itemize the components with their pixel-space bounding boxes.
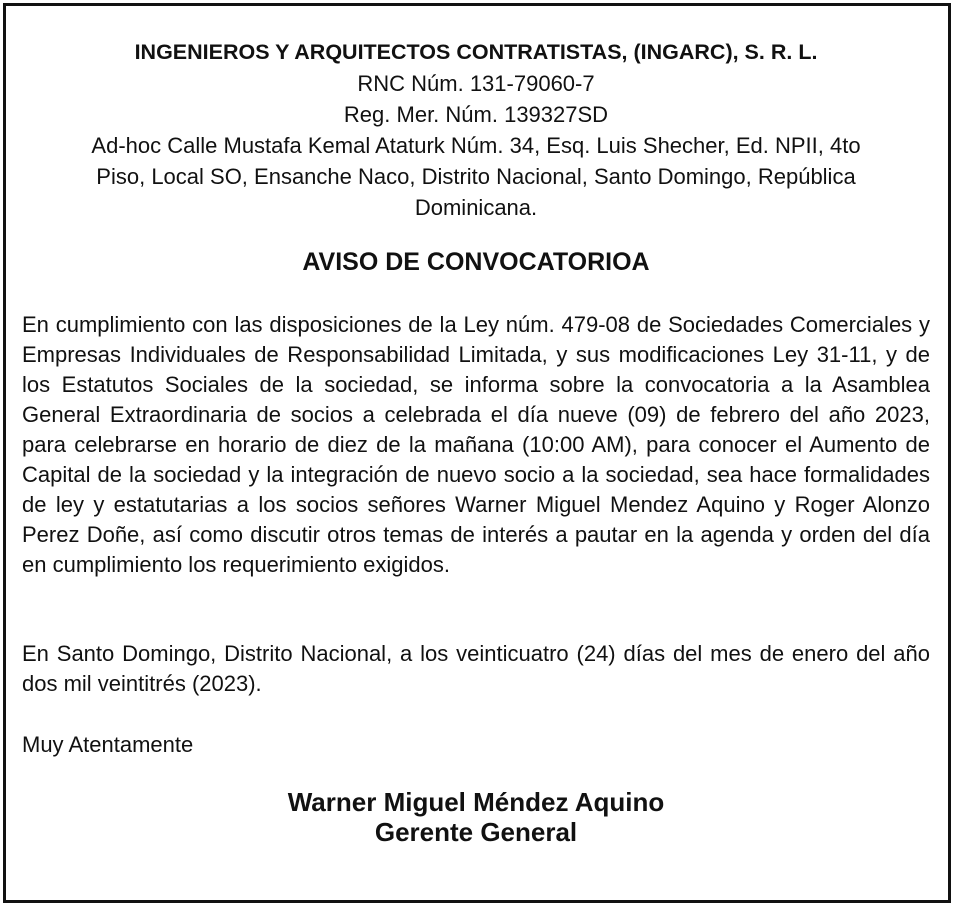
notice-date-paragraph: En Santo Domingo, Distrito Nacional, a los veinticuatro (24) días del mes de enero del año dos mil veintitrés (2023). bbox=[22, 641, 930, 696]
signature-block bbox=[22, 787, 930, 847]
rnc-number: RNC Núm. 131-79060-7 bbox=[357, 71, 595, 96]
address-line-2: Piso, Local SO, Ensanche Naco, Distrito Nacional, Santo Domingo, República bbox=[96, 164, 856, 189]
closing-salutation: Muy Atentamente bbox=[22, 732, 194, 757]
notice-content bbox=[22, 6, 930, 900]
signatory-position: Gerente General bbox=[374, 817, 578, 847]
notice-body-paragraph: En cumplimiento con las disposiciones de la Ley núm. 479-08 de Sociedades Comerciales y Empresas Individuales de Responsabilidad Limitada, y sus modificaciones Ley 31-11, y de los Estatutos Sociales de la sociedad, se informa sobre la convocatoria a la Asamblea General Extraordinaria de socios a celebrada el día nueve (09) de febrero del año 2023, para celebrarse en horario de diez de la mañana (10:00 AM), para conocer el Aumento de Capital de la sociedad y la integración de nuevo socio a la sociedad, sea hace formalidades de ley y estatutarias a los socios señores Warner Miguel Mendez Aquino y Roger Alonzo Perez Doñe, así como discutir otros temas de interés a pautar en la agenda y orden del día en cumplimiento los requerimiento exigidos. bbox=[22, 312, 930, 577]
notice-frame bbox=[3, 3, 951, 903]
notice-title: AVISO DE CONVOCATORIOA bbox=[302, 248, 650, 276]
address-line-3: Dominicana. bbox=[414, 195, 538, 220]
company-header bbox=[22, 37, 930, 223]
mercantile-registry-number: Reg. Mer. Núm. 139327SD bbox=[343, 102, 609, 127]
signatory-name: Warner Miguel Méndez Aquino bbox=[287, 787, 665, 817]
address-line-1: Ad-hoc Calle Mustafa Kemal Ataturk Núm. 34, Esq. Luis Shecher, Ed. NPII, 4to bbox=[91, 133, 861, 158]
company-name: INGENIEROS Y ARQUITECTOS CONTRATISTAS, (INGARC), S. R. L. bbox=[134, 40, 818, 64]
